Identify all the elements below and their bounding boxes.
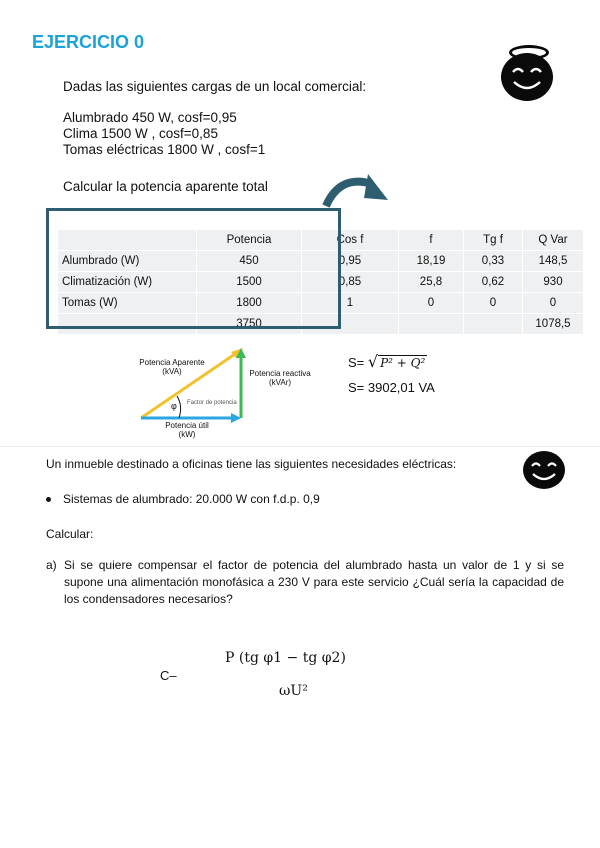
phi-symbol: φ xyxy=(171,401,177,411)
table-cell: 930 xyxy=(523,272,584,293)
smiling-face-icon xyxy=(500,52,554,102)
question-letter: a) xyxy=(46,558,57,572)
header-cell: f xyxy=(399,230,464,251)
question-text: Si se quiere compensar el factor de potencia del alumbrado hasta un valor de 1 y si se supone una alimentación monofásica a 230 V para este servicio ¿Cuál sería la capacidad de los condensadores necesarios? xyxy=(64,558,564,606)
table-cell: 0 xyxy=(399,293,464,314)
capacitance-symbol: C– xyxy=(160,668,177,683)
table-cell: 0,33 xyxy=(464,251,523,272)
header-cell: Tg f xyxy=(464,230,523,251)
formula-numerator: P (tg φ1 − tg φ2) xyxy=(225,650,346,666)
table-cell: 0,95 xyxy=(302,251,399,272)
exercise-title: EJERCICIO 0 xyxy=(32,32,145,52)
table-cell: 450 xyxy=(197,251,302,272)
table-cell: 0 xyxy=(464,293,523,314)
smiling-face-icon xyxy=(522,450,566,490)
load-item: Clima 1500 W , cosf=0,85 xyxy=(63,126,218,141)
load-item: Tomas eléctricas 1800 W , cosf=1 xyxy=(63,142,266,157)
bullet-icon xyxy=(46,497,51,502)
apparent-power-result: S= 3902,01 VA xyxy=(348,380,435,395)
table-cell xyxy=(399,314,464,335)
table-cell: 0,85 xyxy=(302,272,399,293)
table-cell: 3750 xyxy=(197,314,302,335)
table-cell: Alumbrado (W) xyxy=(58,251,197,272)
table-cell: 0 xyxy=(523,293,584,314)
active-power-label: Potencia útil (kW) xyxy=(165,421,209,439)
apparent-power-label: Potencia Aparente (kVA) xyxy=(139,358,205,376)
table-cell xyxy=(464,314,523,335)
intro-text: Dadas las siguientes cargas de un local comercial: xyxy=(63,79,367,94)
table-cell: 1500 xyxy=(197,272,302,293)
header-cell: Q Var xyxy=(523,230,584,251)
calc-label: Calcular: xyxy=(46,527,94,541)
load-item: Alumbrado 450 W, cosf=0,95 xyxy=(63,110,237,125)
requirement-bullet: Sistemas de alumbrado: 20.000 W con f.d.p. 0,9 xyxy=(46,491,320,508)
section-divider xyxy=(0,446,600,447)
question-a xyxy=(46,557,564,608)
header-cell: Cos f xyxy=(302,230,399,251)
highlight-frame xyxy=(46,208,341,329)
table-cell: 18,19 xyxy=(399,251,464,272)
table-cell: 148,5 xyxy=(523,251,584,272)
reactive-power-label: Potencia reactiva (kVAr) xyxy=(249,369,311,387)
table-cell: 1 xyxy=(302,293,399,314)
task-text: Calcular la potencia aparente total xyxy=(63,179,268,194)
table-cell: 0,62 xyxy=(464,272,523,293)
table-cell: 1800 xyxy=(197,293,302,314)
table-cell: Tomas (W) xyxy=(58,293,197,314)
formula-denominator: ωU² xyxy=(279,683,308,699)
table-cell: 25,8 xyxy=(399,272,464,293)
problem-statement: Un inmueble destinado a oficinas tiene las siguientes necesidades eléctricas: xyxy=(46,457,457,471)
power-factor-label: Factor de potencia xyxy=(187,400,237,406)
loads-list xyxy=(63,110,265,158)
header-cell: Potencia xyxy=(197,230,302,251)
table-cell: Climatización (W) xyxy=(58,272,197,293)
table-cell: 1078,5 xyxy=(523,314,584,335)
apparent-power-formula: S= √ P² + Q² xyxy=(348,352,426,371)
